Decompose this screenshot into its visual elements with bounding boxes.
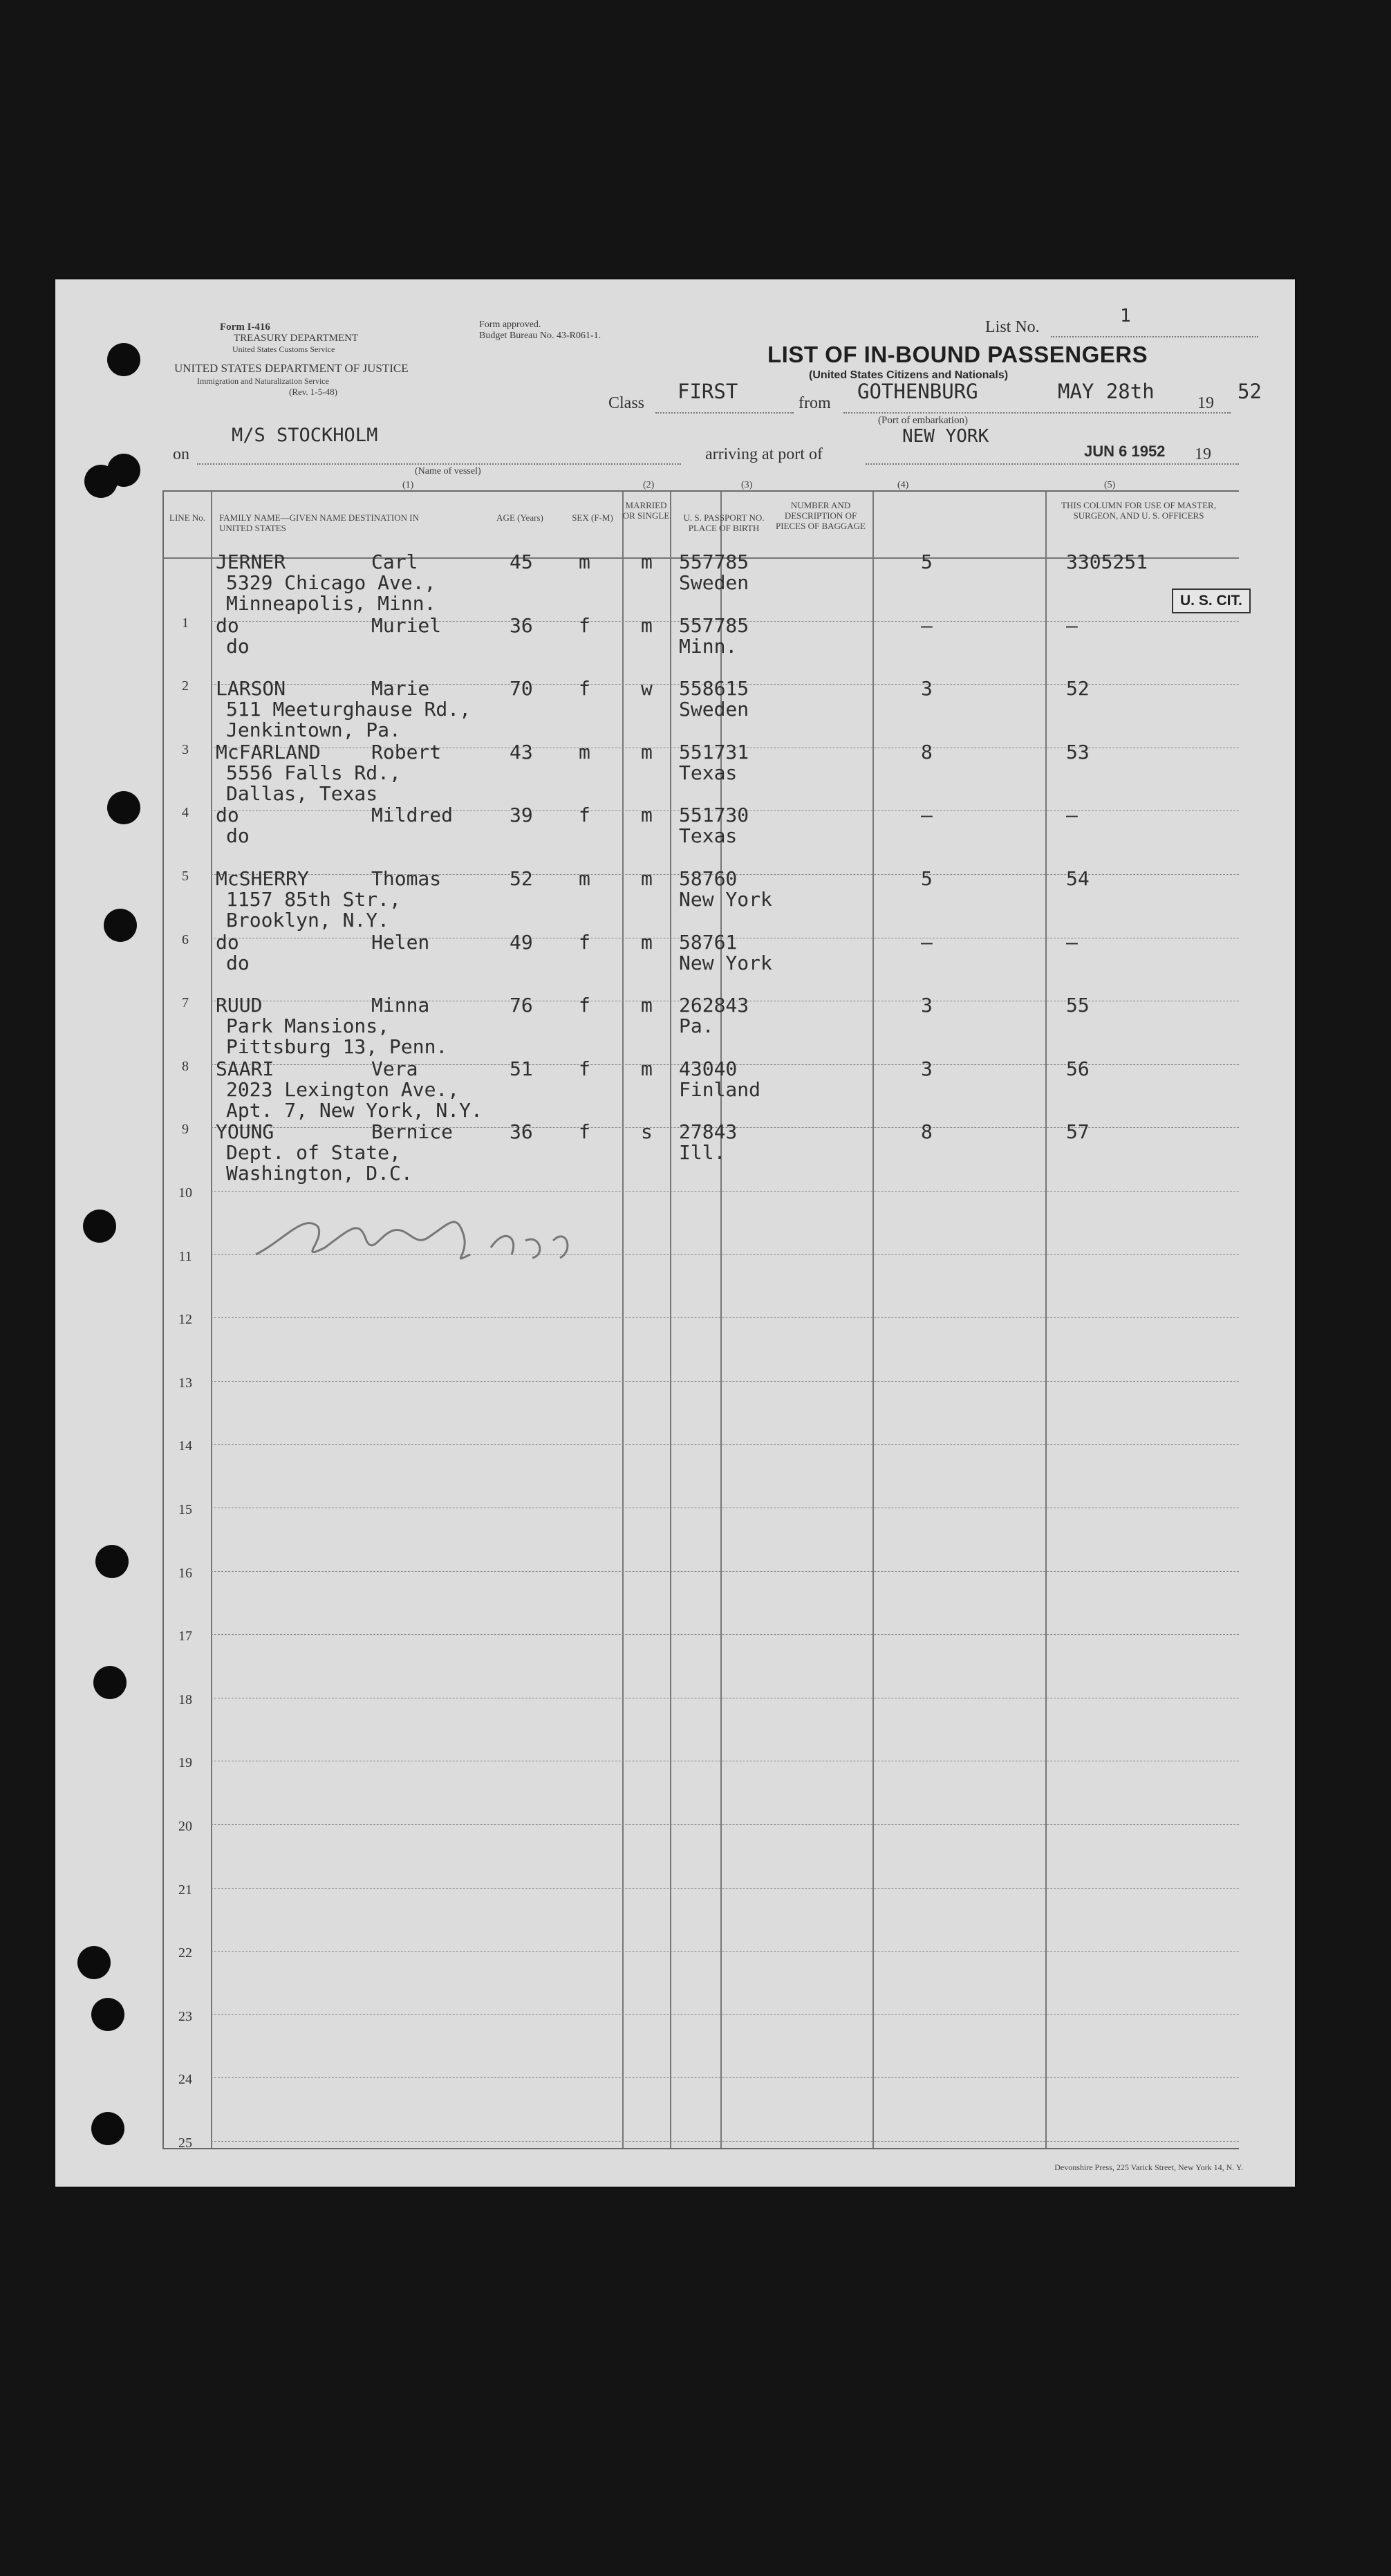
col-divider: [872, 492, 874, 2148]
entry-addr1: Dept. of State,: [226, 1141, 401, 1165]
line-number: 23: [178, 2008, 192, 2024]
col-num-5: (5): [1104, 480, 1116, 490]
entry-addr2: Apt. 7, New York, N.Y.: [226, 1098, 483, 1122]
entry-age: 36: [510, 613, 533, 637]
line-number: 5: [182, 869, 189, 884]
entry-officer: 56: [1066, 1057, 1090, 1080]
entry-baggage: –: [921, 930, 933, 954]
row-rule: [211, 2077, 1239, 2078]
col-num-3: (3): [741, 480, 753, 490]
entry-sex: f: [579, 994, 590, 1017]
entry-addr1: do: [226, 951, 250, 974]
budget-bureau: Budget Bureau No. 43-R061-1.: [479, 331, 601, 341]
row-rule: [211, 1381, 1239, 1382]
from-value: GOTHENBURG: [857, 380, 978, 403]
list-no-value: 1: [1120, 306, 1131, 326]
line-number: 20: [178, 1819, 192, 1834]
line-number: 10: [178, 1185, 192, 1201]
entry-birth: Finland: [679, 1077, 761, 1101]
entry-baggage: –: [921, 613, 933, 637]
line-number: 16: [178, 1565, 192, 1581]
punch-hole: [84, 465, 118, 498]
line-number: 12: [178, 1312, 192, 1328]
col-num-4: (4): [897, 480, 909, 490]
entry-officer: 54: [1066, 867, 1090, 890]
class-label: Class: [608, 394, 645, 412]
us-citizen-stamp: U. S. CIT.: [1172, 589, 1251, 613]
page-subtitle: (United States Citizens and Nationals): [809, 369, 1009, 381]
line-number: 9: [182, 1122, 189, 1138]
col-divider: [211, 492, 212, 2148]
entry-given: Robert: [371, 740, 442, 763]
entry-age: 76: [510, 994, 533, 1017]
entry-surname: do: [216, 613, 239, 637]
punch-hole: [91, 1998, 124, 2031]
entry-baggage: 3: [921, 1057, 933, 1080]
entry-birth: Ill.: [679, 1141, 726, 1165]
entry-age: 43: [510, 740, 533, 763]
entry-passport: 27843: [679, 1120, 738, 1144]
entry-sex: m: [579, 740, 590, 763]
line-number: 22: [178, 1945, 192, 1961]
entry-age: 36: [510, 1120, 533, 1144]
entry-surname: SAARI: [216, 1057, 274, 1080]
entry-marital: m: [641, 740, 653, 763]
entry-officer: 3305251: [1066, 550, 1148, 573]
entry-marital: m: [641, 867, 653, 890]
page-title: LIST OF IN-BOUND PASSENGERS: [767, 342, 1148, 367]
entry-passport: 58761: [679, 930, 738, 954]
justice-dept: UNITED STATES DEPARTMENT OF JUSTICE: [174, 362, 409, 375]
entry-given: Helen: [371, 930, 430, 954]
entry-addr2: Pittsburg 13, Penn.: [226, 1035, 448, 1059]
entry-addr1: 5556 Falls Rd.,: [226, 761, 401, 784]
entry-baggage: 3: [921, 677, 933, 701]
entry-officer: –: [1066, 930, 1078, 954]
entry-birth: New York: [679, 951, 772, 974]
col-age: AGE (Years): [496, 512, 543, 523]
col-num-2: (2): [643, 480, 655, 490]
entry-age: 51: [510, 1057, 533, 1080]
vessel-caption: (Name of vessel): [415, 466, 481, 476]
row-rule: [211, 1191, 1239, 1192]
entry-addr1: do: [226, 634, 250, 658]
entry-passport: 558615: [679, 677, 749, 701]
entry-marital: m: [641, 613, 653, 637]
entry-birth: Sweden: [679, 698, 749, 721]
entry-birth: Minn.: [679, 634, 738, 658]
manifest-sheet: [55, 279, 1295, 2187]
entry-passport: 557785: [679, 550, 749, 573]
row-rule: [211, 2014, 1239, 2015]
arriving-label: arriving at port of: [705, 445, 823, 463]
entry-age: 52: [510, 867, 533, 890]
col-divider: [1045, 492, 1047, 2148]
entry-given: Marie: [371, 677, 430, 701]
punch-hole: [77, 1946, 111, 1979]
line-number: 6: [182, 932, 189, 947]
entry-addr1: 2023 Lexington Ave.,: [226, 1077, 460, 1101]
entry-baggage: 8: [921, 740, 933, 763]
class-line: [655, 412, 794, 414]
immigration-service: Immigration and Naturalization Service: [197, 376, 329, 386]
entry-sex: m: [579, 550, 590, 573]
row-rule: [211, 1824, 1239, 1825]
punch-hole: [91, 2112, 124, 2145]
year-prefix: 19: [1197, 394, 1214, 412]
entry-given: Carl: [371, 550, 418, 573]
punch-hole: [95, 1545, 129, 1578]
entry-surname: McSHERRY: [216, 867, 309, 890]
list-no-label: List No.: [985, 318, 1040, 336]
entry-addr2: Brooklyn, N.Y.: [226, 909, 390, 932]
entry-marital: w: [641, 677, 653, 701]
line-number: 19: [178, 1755, 192, 1771]
entry-surname: JERNER: [216, 550, 286, 573]
entry-passport: 262843: [679, 994, 749, 1017]
entry-birth: Texas: [679, 761, 738, 784]
col-sex: SEX (F-M): [572, 512, 613, 523]
line-number: 4: [182, 805, 189, 821]
list-no-line: [1051, 336, 1258, 337]
row-rule: [211, 1888, 1239, 1889]
form-approved: Form approved.: [479, 319, 541, 330]
class-value: FIRST: [678, 380, 738, 403]
entry-given: Minna: [371, 994, 430, 1017]
entry-surname: McFARLAND: [216, 740, 321, 763]
row-rule: [211, 1317, 1239, 1318]
entry-age: 45: [510, 550, 533, 573]
entry-addr1: do: [226, 824, 250, 848]
entry-birth: Pa.: [679, 1014, 714, 1038]
col-officers: THIS COLUMN FOR USE OF MASTER, SURGEON, AND U. S. OFFICERS: [1061, 500, 1216, 521]
punch-hole: [93, 1666, 127, 1699]
on-label: on: [173, 445, 189, 463]
line-number: 11: [178, 1248, 192, 1264]
arrival-port: NEW YORK: [902, 426, 989, 447]
passenger-table: [162, 490, 1239, 2149]
line-number: 7: [182, 995, 189, 1011]
line-number: 14: [178, 1438, 192, 1454]
line-number: 25: [178, 2135, 192, 2151]
entry-passport: 557785: [679, 613, 749, 637]
row-rule: [211, 2141, 1239, 2142]
line-number: 3: [182, 741, 189, 757]
entry-surname: YOUNG: [216, 1120, 274, 1144]
col-divider: [622, 492, 624, 2148]
entry-officer: –: [1066, 804, 1078, 827]
entry-addr2: Washington, D.C.: [226, 1162, 413, 1185]
official-signature: [242, 1199, 601, 1275]
entry-marital: m: [641, 1057, 653, 1080]
entry-baggage: –: [921, 804, 933, 827]
line-number: 13: [178, 1375, 192, 1391]
form-number: Form I-416: [220, 322, 270, 333]
entry-marital: m: [641, 804, 653, 827]
row-rule: [211, 1571, 1239, 1572]
entry-addr2: Minneapolis, Minn.: [226, 592, 436, 615]
port-embark-caption: (Port of embarkation): [878, 415, 968, 426]
entry-birth: New York: [679, 888, 772, 911]
col-num-1: (1): [402, 480, 414, 490]
entry-officer: 52: [1066, 677, 1090, 701]
from-line: [843, 412, 1231, 414]
entry-baggage: 3: [921, 994, 933, 1017]
entry-surname: do: [216, 804, 239, 827]
entry-given: Thomas: [371, 867, 442, 890]
entry-addr1: 511 Meeturghause Rd.,: [226, 698, 472, 721]
entry-sex: m: [579, 867, 590, 890]
col-name: FAMILY NAME—GIVEN NAME DESTINATION IN UNITED STATES: [219, 512, 420, 533]
entry-baggage: 5: [921, 867, 933, 890]
entry-officer: 57: [1066, 1120, 1090, 1144]
line-number: 8: [182, 1058, 189, 1074]
row-rule: [211, 1444, 1239, 1445]
entry-marital: s: [641, 1120, 653, 1144]
entry-surname: do: [216, 930, 239, 954]
entry-baggage: 5: [921, 550, 933, 573]
arrival-date-stamp: JUN 6 1952: [1084, 443, 1166, 460]
entry-given: Muriel: [371, 613, 442, 637]
row-rule: [211, 1634, 1239, 1635]
entry-officer: 55: [1066, 994, 1090, 1017]
line-number: 1: [182, 615, 189, 631]
entry-birth: Sweden: [679, 571, 749, 594]
entry-sex: f: [579, 804, 590, 827]
departure-date: MAY 28th: [1058, 380, 1155, 403]
entry-sex: f: [579, 930, 590, 954]
entry-baggage: 8: [921, 1120, 933, 1144]
entry-passport: 551730: [679, 804, 749, 827]
entry-passport: 43040: [679, 1057, 738, 1080]
arrival-year-prefix: 19: [1195, 445, 1211, 463]
entry-age: 39: [510, 804, 533, 827]
row-rule: [211, 1951, 1239, 1952]
treasury-dept: TREASURY DEPARTMENT: [234, 333, 359, 344]
entry-surname: RUUD: [216, 994, 263, 1017]
punch-hole: [83, 1210, 116, 1243]
col-divider: [670, 492, 671, 2148]
line-number: 17: [178, 1629, 192, 1644]
entry-given: Mildred: [371, 804, 454, 827]
line-number: 21: [178, 1882, 192, 1898]
entry-officer: 53: [1066, 740, 1090, 763]
col-baggage: NUMBER AND DESCRIPTION OF PIECES OF BAGGAGE: [775, 500, 866, 531]
entry-age: 70: [510, 677, 533, 701]
entry-sex: f: [579, 677, 590, 701]
entry-marital: m: [641, 930, 653, 954]
punch-hole: [104, 909, 137, 942]
printer-footer: Devonshire Press, 225 Varick Street, New York 14, N. Y.: [1054, 2162, 1243, 2172]
entry-given: Bernice: [371, 1120, 454, 1144]
entry-marital: m: [641, 994, 653, 1017]
line-number: 15: [178, 1502, 192, 1517]
entry-addr1: 5329 Chicago Ave.,: [226, 571, 436, 594]
customs-service: United States Customs Service: [232, 344, 335, 354]
from-label: from: [799, 394, 831, 412]
entry-sex: f: [579, 1120, 590, 1144]
entry-addr2: Jenkintown, Pa.: [226, 719, 401, 742]
entry-marital: m: [641, 550, 653, 573]
vessel-line: [197, 463, 681, 465]
entry-officer: –: [1066, 613, 1078, 637]
entry-sex: f: [579, 1057, 590, 1080]
entry-addr2: Dallas, Texas: [226, 781, 378, 805]
entry-passport: 551731: [679, 740, 749, 763]
col-married: MARRIED OR SINGLE: [622, 500, 670, 521]
vessel-name: M/S STOCKHOLM: [232, 425, 378, 446]
arrival-line: [866, 463, 1239, 465]
entry-age: 49: [510, 930, 533, 954]
entry-birth: Texas: [679, 824, 738, 848]
line-number: 24: [178, 2072, 192, 2088]
entry-passport: 58760: [679, 867, 738, 890]
col-passport: U. S. PASSPORT NO. PLACE OF BIRTH: [683, 512, 765, 533]
revision-date: (Rev. 1-5-48): [289, 387, 337, 397]
line-number: 2: [182, 678, 189, 694]
entry-addr1: Park Mansions,: [226, 1014, 390, 1038]
col-line-no: LINE No.: [169, 512, 205, 523]
punch-hole: [107, 791, 140, 824]
entry-given: Vera: [371, 1057, 418, 1080]
line-number: 18: [178, 1692, 192, 1707]
entry-surname: LARSON: [216, 677, 286, 701]
year-value: 52: [1238, 380, 1262, 403]
punch-hole: [107, 343, 140, 376]
entry-addr1: 1157 85th Str.,: [226, 888, 401, 911]
entry-sex: f: [579, 613, 590, 637]
